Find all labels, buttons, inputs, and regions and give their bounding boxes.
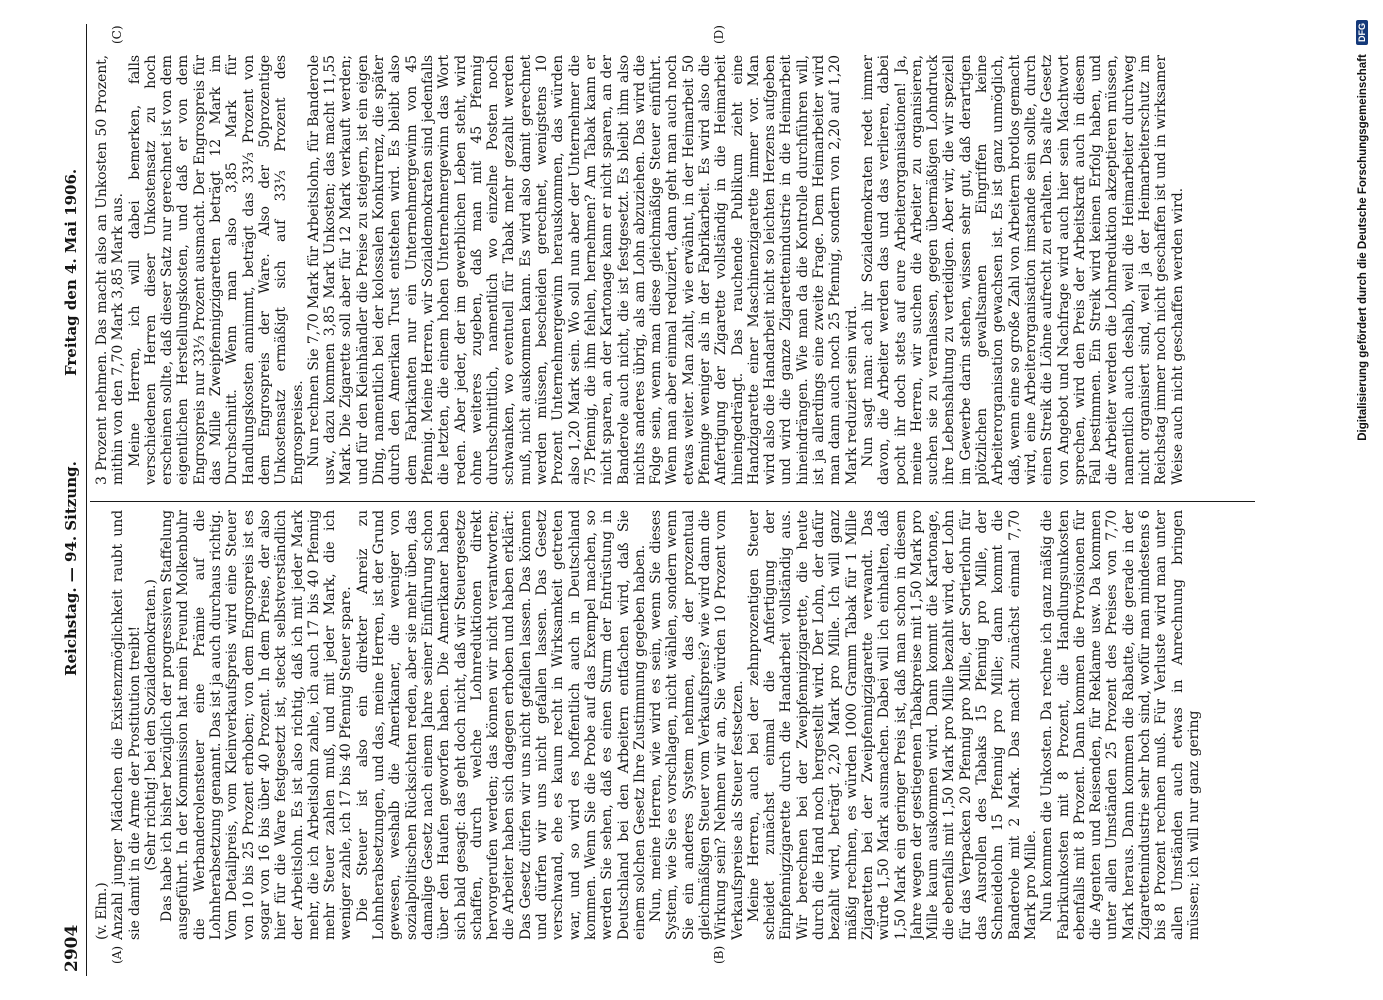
paragraph: Anzahl junger Mädchen die Existenzmöglichkeit raubt und sie damit in die Arme der Prostitution treibt! — [110, 510, 143, 940]
digitization-credit — [1356, 20, 1369, 780]
paragraph: 3 Prozent nehmen. Das macht also an Unkosten 50 Prozent, mithin von den 7,70 Mark 3,85 Mark aus. — [94, 55, 127, 485]
paragraph: Nun rechnen Sie 7,70 Mark für Arbeitslohn, für Banderole usw., dazu kommen 3,85 Mark Unkosten; das macht 11,55 Mark. Die Zigarette soll aber für 12 Mark verkauft werden; und für den Kleinhändler die Preise zu steigern, ist ein eigen Ding, namentlich bei der kolossalen Konkurrenz, die später durch den Amerikan Trust entstehen wird. Es bleibt also dem Fabrikanten nur ein Unternehmergewinn von 45 Pfennig. Meine Herren, wir Sozialdemokraten sind jedenfalls die letzten, die einem hohen Unternehmergewinn das Wort reden. Aber jeder, der im gewerblichen Leben steht, wird ohne weiteres zugeben, daß man mit 45 Pfennig durchschnittlich, namentlich wo einzelne Posten noch schwanken, wo eventuell für Tabak mehr gezahlt werden muß, nicht auskommen kann. Es wird also damit gerechnet werden müssen, bescheiden gerechnet, wenigstens 10 Prozent Unternehmergewinn herauskommen, das würden also 1,20 Mark sein. Wo soll nun aber der Unternehmer die 75 Pfennig, die ihm fehlen, hernehmen? Am Tabak kann er nicht sparen, an der Kartonage kann er nicht sparen, an der Banderole auch nicht, die ist festgesetzt. Es bleibt ihm also nichts anderes übrig, als am Lohn abzuziehen. Das wird die Folge sein, wenn man diese gleichmäßige Steuer einführt. Wenn man aber einmal reduziert, dann geht man auch noch etwas weiter. Man zahlt, wie erwähnt, in der Heimarbeit 50 Pfennige weniger als in der Fabrikarbeit. Es wird also die Anfertigung der Zigarette vollständig in die Heimarbeit hineingedrängt. Das rauchende Publikum zieht eine Handzigarette einer Maschinenzigarette immer vor. Man wird also die Handarbeit nicht so leichten Herzens aufgeben und wird die ganze Zigarettenindustrie in die Heimarbeit hineindrängen. Wie man da die Kontrolle durchführen will, ist ja allerdings eine zweite Frage. Dem Heimarbeiter wird man dann auch noch 25 Pfennig, sondern von 2,20 auf 1,20 Mark reduziert sein wird. — [305, 55, 860, 485]
margin-marker-c: (C) — [110, 25, 124, 44]
speaker-label: (v. Elm.) — [94, 882, 110, 940]
session-title: Reichstag. — 94. Sitzung. — [62, 461, 80, 676]
paragraph: Meine Herren, ich will dabei bemerken, falls verschiedenen Herren dieser Unkostensatz zu hoch erscheinen sollte, daß dieser Satz nur gerechnet ist von dem eigentlichen Herstellungskosten, und daß er von dem Engrospreis nur 33⅓ Prozent ausmacht. Der Engrospreis für das Mille Zweipfennigzigaretten beträgt 12 Mark im Durchschnitt. Wenn man also 3,85 Mark für Handlungskosten annimmt, beträgt das 33⅓ Prozent von dem Engrospreis der Ware. Also der 50prozentige Unkostensatz ermäßigt sich auf 33⅓ Prozent des Engrospreises. — [126, 55, 306, 485]
margin-marker-b: (B) — [712, 945, 726, 964]
dfg-logo: DFG — [1356, 20, 1368, 45]
session-date: Freitag den 4. Mai 1906. — [62, 168, 80, 376]
credit-text: Digitalisierung gefördert durch die Deutsche Forschungsgemeinschaft — [1357, 54, 1369, 441]
margin-marker-d: (D) — [712, 25, 726, 44]
page-header — [60, 24, 84, 976]
paragraph: Meine Herren, auch bei der zehnprozentigen Steuer scheidet zunächst einmal die Anfertigung der Einpfennigzigarette durch die Handarbeit vollständig aus. Wir berechnen bei der Zweipfennigzigarette, die heute durch die Hand noch hergestellt wird. Der Lohn, der dafür bezahlt wird, beträgt 2,20 Mark pro Mille. Ich will ganz mäßig rechnen, es würden 1000 Gramm Tabak für 1 Mille Zigaretten bei der Zweipfennigzigarette verwandt. Das würde 1,50 Mark ausmachen. Dabei will ich einhalten, daß 1,50 Mark ein geringer Preis ist, daß man schon in diesem Jahre wegen der gestiegenen Tabakpreise mit 1,50 Mark pro Mille kaum auskommen wird. Dann kommt die Kartonage, die ebenfalls mit 1,50 Mark pro Mille bezahlt wird, der Lohn für das Verpacken 20 Pfennig pro Mille, der Sortierlohn für das Ausrollen des Tabaks 15 Pfennig pro Mille, der Schneidelohn 15 Pfennig pro Mille; dann kommt die Banderole mit 2 Mark. Das macht zunächst einmal 7,70 Mark pro Mille. — [745, 510, 1039, 940]
paragraph: Das habe ich bisher bezüglich der progressiven Staffelung ausgeführt. In der Kommission hat mein Freund Molkenbuhr die Werbanderolensteuer eine Prämie auf die Lohnherabsetzung genannt. Das ist ja auch durchaus richtig. Vom Detailpreis, vom Kleinverkaufspreis wird eine Steuer von 10 bis 25 Prozent erhoben; von dem Engrospreis ist es sogar von 16 bis über 40 Prozent. In dem Preise, der also hier für die Ware festgesetzt ist, steckt selbstverständlich der Arbeitslohn. Es ist also richtig, daß ich mit jeder Mark mehr, die ich Arbeitslohn zahle, ich auch 17 bis 40 Pfennig mehr Steuer zahlen muß, und mit jeder Mark, die ich weniger zahle, ich 17 bis 40 Pfennig Steuer spare. — [159, 510, 355, 940]
page-number: 2904 — [62, 924, 82, 972]
paragraph: Nun, meine Herren, wie wird es sein, wenn Sie dieses System, wie Sie es vorschlagen, nicht wählen, sondern wenn Sie ein anderes System nehmen, das der prozentual gleichmäßigen Steuer vom Verkaufspreis? wie wird dann die Wirkung sein? Nehmen wir an, Sie würden 10 Prozent vom Verkaufspreise als Steuer festsetzen. — [648, 510, 746, 940]
margin-marker-a: (A) — [110, 945, 124, 964]
column-divider — [90, 501, 1255, 502]
paragraph: Die Steuer ist also ein direkter Anreiz zu Lohnherabsetzungen, und das, meine Herren, ist der Grund gewesen, weshalb die Amerikaner, die weniger von sozialpolitischen Rücksichten reden, aber sie mehr üben, das damalige Gesetz nach einem Jahre seiner Einführung schon über den Haufen geworfen haben. Die Amerikaner haben sich bald gesagt: das geht doch nicht, daß wir Steuergesetze schaffen, durch welche Lohnreduktionen direkt hervorgerufen werden; das können wir nicht verantworten; die Arbeiter haben sich dagegen erhoben und haben erklärt: Das Gesetz dürfen wir uns nicht gefallen lassen. Das können und dürfen wir uns nicht gefallen lassen. Das Gesetz verschwand, ehe es kaum recht in Wirksamkeit getreten war, und so wird es hoffentlich auch in Deutschland kommen. Wenn Sie die Probe auf das Exempel machen, so werden Sie sehen, daß es einen Sturm der Entrüstung in Deutschland bei den Arbeitern entfachen wird, daß Sie einem solchen Gesetz Ihre Zustimmung gegeben haben. — [354, 510, 648, 940]
interjection: (Sehr richtig! bei den Sozialdemokraten.) — [142, 579, 159, 871]
paragraph: Nun kommen die Unkosten. Da rechne ich ganz mäßig die Fabrikunkosten mit 8 Prozent, die Handlungsunkosten ebenfalls mit 8 Prozent. Dann kommen die Provisionen für die Agenten und Reisenden, für Reklame usw. Da kommen unter allen Umständen 25 Prozent des Preises von 7,70 Mark heraus. Dann kommen die Rabatte, die gerade in der Zigarettenindustrie sehr hoch sind, wofür man mindestens 6 bis 8 Prozent rechnen muß. Für Verluste wird man unter allen Umständen auch etwas in Anrechnung bringen müssen; ich will nur ganz gering — [1039, 510, 1202, 940]
left-column — [94, 510, 1264, 940]
right-column — [94, 55, 1264, 485]
paragraph: Nun sagt man: ach ihr Sozialdemokraten redet immer davon, die Arbeiter werden das und das verlieren, dabei pocht ihr doch stets auf eure Arbeiterorganisationen! Ja, meine Herren, wir suchen die Arbeiter zu organisieren, suchen sie zu veranlassen, gegen übermäßigen Lohndruck ihre Lebenshaltung zu verteidigen. Aber wir, die wir speziell im Gewerbe darin stehen, wissen sehr gut, daß derartigen plötzlichen gewaltsamen Eingriffen keine Arbeiterorganisation gewachsen ist. Es ist ganz unmöglich, daß, wenn eine so große Zahl von Arbeitern brotlos gemacht wird, eine Arbeiterorganisation imstande sein sollte, durch einen Streik die Löhne aufrecht zu erhalten. Das alte Gesetz von Angebot und Nachfrage wird auch hier sein Machtwort sprechen, wird den Preis der Arbeitskraft auch in diesem Fall bestimmen. Ein Streik wird keinen Erfolg haben, und die Arbeiter werden die Lohnreduktion akzeptieren müssen, namentlich auch deshalb, weil die Heimarbeiter durchweg nicht organisiert sind, weil ja der Heimarbeiterschutz im Reichstag immer noch nicht geschaffen ist und in wirksamer Weise auch nicht geschaffen werden wird. — [859, 55, 1186, 485]
header-rule — [86, 24, 87, 976]
